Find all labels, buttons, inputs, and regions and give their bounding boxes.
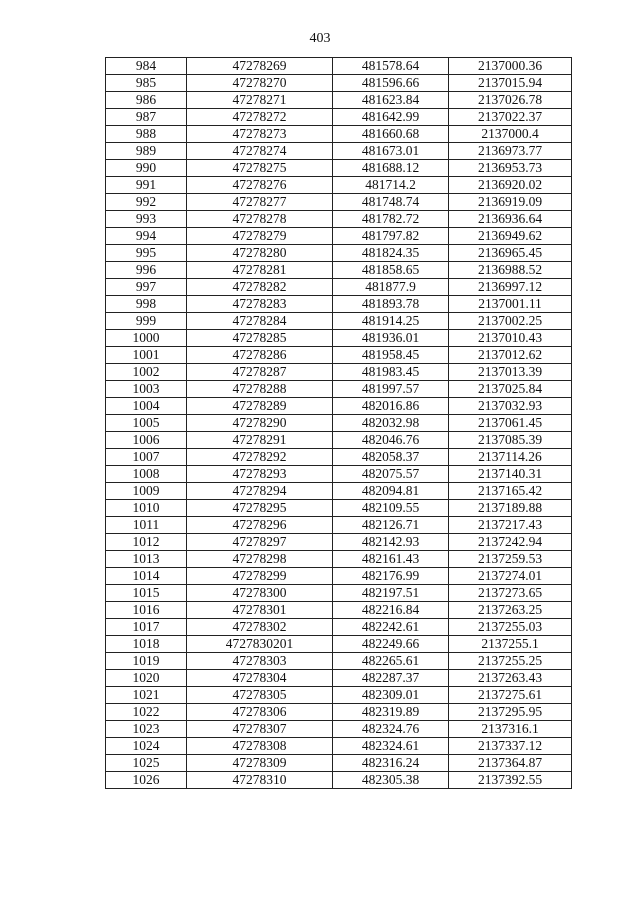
y-coordinate-cell: 2137114.26 (449, 449, 572, 466)
table-row (106, 568, 572, 585)
table-row (106, 143, 572, 160)
point-id-cell: 47278292 (187, 449, 333, 466)
table-row (106, 619, 572, 636)
table-row (106, 687, 572, 704)
table-row (106, 177, 572, 194)
y-coordinate-cell: 2137000.36 (449, 58, 572, 75)
y-coordinate-cell: 2136920.02 (449, 177, 572, 194)
table-row (106, 296, 572, 313)
y-coordinate-cell: 2137263.43 (449, 670, 572, 687)
table-row (106, 653, 572, 670)
x-coordinate-cell: 482176.99 (333, 568, 449, 585)
row-number-cell: 995 (106, 245, 187, 262)
table-row (106, 449, 572, 466)
row-number-cell: 997 (106, 279, 187, 296)
row-number-cell: 1009 (106, 483, 187, 500)
x-coordinate-cell: 482032.98 (333, 415, 449, 432)
x-coordinate-cell: 481936.01 (333, 330, 449, 347)
table-row (106, 636, 572, 653)
table-row (106, 517, 572, 534)
y-coordinate-cell: 2137000.4 (449, 126, 572, 143)
table-row (106, 466, 572, 483)
point-id-cell: 47278299 (187, 568, 333, 585)
x-coordinate-cell: 481877.9 (333, 279, 449, 296)
row-number-cell: 1007 (106, 449, 187, 466)
y-coordinate-cell: 2137140.31 (449, 466, 572, 483)
x-coordinate-cell: 482305.38 (333, 772, 449, 789)
table-row (106, 75, 572, 92)
x-coordinate-cell: 482197.51 (333, 585, 449, 602)
row-number-cell: 1010 (106, 500, 187, 517)
row-number-cell: 1003 (106, 381, 187, 398)
row-number-cell: 1000 (106, 330, 187, 347)
table-row (106, 670, 572, 687)
point-id-cell: 47278296 (187, 517, 333, 534)
x-coordinate-cell: 481623.84 (333, 92, 449, 109)
table-row (106, 534, 572, 551)
y-coordinate-cell: 2137217.43 (449, 517, 572, 534)
row-number-cell: 1002 (106, 364, 187, 381)
point-id-cell: 47278278 (187, 211, 333, 228)
row-number-cell: 1018 (106, 636, 187, 653)
table-row (106, 738, 572, 755)
point-id-cell: 47278303 (187, 653, 333, 670)
x-coordinate-cell: 482309.01 (333, 687, 449, 704)
row-number-cell: 990 (106, 160, 187, 177)
y-coordinate-cell: 2137026.78 (449, 92, 572, 109)
row-number-cell: 992 (106, 194, 187, 211)
point-id-cell: 47278281 (187, 262, 333, 279)
y-coordinate-cell: 2136949.62 (449, 228, 572, 245)
x-coordinate-cell: 482142.93 (333, 534, 449, 551)
row-number-cell: 1008 (106, 466, 187, 483)
x-coordinate-cell: 482242.61 (333, 619, 449, 636)
point-id-cell: 47278288 (187, 381, 333, 398)
y-coordinate-cell: 2137001.11 (449, 296, 572, 313)
y-coordinate-cell: 2137032.93 (449, 398, 572, 415)
table-row (106, 211, 572, 228)
row-number-cell: 994 (106, 228, 187, 245)
point-id-cell: 47278285 (187, 330, 333, 347)
y-coordinate-cell: 2137255.1 (449, 636, 572, 653)
x-coordinate-cell: 481688.12 (333, 160, 449, 177)
row-number-cell: 1026 (106, 772, 187, 789)
table-row (106, 194, 572, 211)
row-number-cell: 989 (106, 143, 187, 160)
x-coordinate-cell: 481893.78 (333, 296, 449, 313)
x-coordinate-cell: 481596.66 (333, 75, 449, 92)
table-row (106, 772, 572, 789)
table-row (106, 551, 572, 568)
x-coordinate-cell: 481824.35 (333, 245, 449, 262)
x-coordinate-cell: 482058.37 (333, 449, 449, 466)
point-id-cell: 47278300 (187, 585, 333, 602)
coordinates-table (105, 57, 572, 789)
point-id-cell: 47278310 (187, 772, 333, 789)
point-id-cell: 47278302 (187, 619, 333, 636)
row-number-cell: 1015 (106, 585, 187, 602)
x-coordinate-cell: 482216.84 (333, 602, 449, 619)
table-row (106, 262, 572, 279)
y-coordinate-cell: 2137255.25 (449, 653, 572, 670)
table-row (106, 347, 572, 364)
point-id-cell: 47278282 (187, 279, 333, 296)
row-number-cell: 987 (106, 109, 187, 126)
point-id-cell: 47278309 (187, 755, 333, 772)
point-id-cell: 47278308 (187, 738, 333, 755)
y-coordinate-cell: 2137242.94 (449, 534, 572, 551)
y-coordinate-cell: 2137259.53 (449, 551, 572, 568)
table-row (106, 585, 572, 602)
x-coordinate-cell: 482126.71 (333, 517, 449, 534)
point-id-cell: 47278274 (187, 143, 333, 160)
x-coordinate-cell: 482324.76 (333, 721, 449, 738)
point-id-cell: 47278276 (187, 177, 333, 194)
row-number-cell: 1014 (106, 568, 187, 585)
row-number-cell: 985 (106, 75, 187, 92)
table-row (106, 92, 572, 109)
row-number-cell: 996 (106, 262, 187, 279)
point-id-cell: 47278269 (187, 58, 333, 75)
row-number-cell: 1023 (106, 721, 187, 738)
x-coordinate-cell: 482075.57 (333, 466, 449, 483)
point-id-cell: 47278272 (187, 109, 333, 126)
point-id-cell: 47278291 (187, 432, 333, 449)
row-number-cell: 1001 (106, 347, 187, 364)
x-coordinate-cell: 481673.01 (333, 143, 449, 160)
point-id-cell: 47278279 (187, 228, 333, 245)
table-row (106, 483, 572, 500)
x-coordinate-cell: 481714.2 (333, 177, 449, 194)
point-id-cell: 47278273 (187, 126, 333, 143)
point-id-cell: 47278293 (187, 466, 333, 483)
y-coordinate-cell: 2137274.01 (449, 568, 572, 585)
x-coordinate-cell: 481748.74 (333, 194, 449, 211)
table-row (106, 398, 572, 415)
point-id-cell: 47278304 (187, 670, 333, 687)
point-id-cell: 47278301 (187, 602, 333, 619)
y-coordinate-cell: 2136965.45 (449, 245, 572, 262)
y-coordinate-cell: 2137364.87 (449, 755, 572, 772)
coordinates-table-body (106, 58, 572, 789)
row-number-cell: 999 (106, 313, 187, 330)
y-coordinate-cell: 2136973.77 (449, 143, 572, 160)
row-number-cell: 1019 (106, 653, 187, 670)
x-coordinate-cell: 481782.72 (333, 211, 449, 228)
y-coordinate-cell: 2137012.62 (449, 347, 572, 364)
row-number-cell: 1006 (106, 432, 187, 449)
point-id-cell: 47278307 (187, 721, 333, 738)
table-row (106, 279, 572, 296)
table-row (106, 126, 572, 143)
row-number-cell: 1011 (106, 517, 187, 534)
y-coordinate-cell: 2137295.95 (449, 704, 572, 721)
row-number-cell: 991 (106, 177, 187, 194)
point-id-cell: 47278284 (187, 313, 333, 330)
row-number-cell: 1022 (106, 704, 187, 721)
x-coordinate-cell: 482249.66 (333, 636, 449, 653)
x-coordinate-cell: 481958.45 (333, 347, 449, 364)
x-coordinate-cell: 481642.99 (333, 109, 449, 126)
table-row (106, 704, 572, 721)
point-id-cell: 47278287 (187, 364, 333, 381)
point-id-cell: 47278277 (187, 194, 333, 211)
point-id-cell: 47278271 (187, 92, 333, 109)
y-coordinate-cell: 2137085.39 (449, 432, 572, 449)
table-row (106, 755, 572, 772)
x-coordinate-cell: 481797.82 (333, 228, 449, 245)
x-coordinate-cell: 481983.45 (333, 364, 449, 381)
row-number-cell: 1025 (106, 755, 187, 772)
table-row (106, 160, 572, 177)
point-id-cell: 47278280 (187, 245, 333, 262)
y-coordinate-cell: 2137392.55 (449, 772, 572, 789)
y-coordinate-cell: 2137002.25 (449, 313, 572, 330)
table-row (106, 381, 572, 398)
x-coordinate-cell: 481660.68 (333, 126, 449, 143)
row-number-cell: 998 (106, 296, 187, 313)
row-number-cell: 1024 (106, 738, 187, 755)
x-coordinate-cell: 482016.86 (333, 398, 449, 415)
point-id-cell: 47278305 (187, 687, 333, 704)
table-row (106, 330, 572, 347)
table-row (106, 500, 572, 517)
point-id-cell: 47278294 (187, 483, 333, 500)
y-coordinate-cell: 2137316.1 (449, 721, 572, 738)
x-coordinate-cell: 482109.55 (333, 500, 449, 517)
y-coordinate-cell: 2137255.03 (449, 619, 572, 636)
point-id-cell: 47278289 (187, 398, 333, 415)
x-coordinate-cell: 481914.25 (333, 313, 449, 330)
y-coordinate-cell: 2137165.42 (449, 483, 572, 500)
x-coordinate-cell: 482094.81 (333, 483, 449, 500)
table-row (106, 228, 572, 245)
row-number-cell: 1021 (106, 687, 187, 704)
row-number-cell: 1020 (106, 670, 187, 687)
table-row (106, 602, 572, 619)
x-coordinate-cell: 481997.57 (333, 381, 449, 398)
row-number-cell: 1012 (106, 534, 187, 551)
point-id-cell: 47278295 (187, 500, 333, 517)
y-coordinate-cell: 2137025.84 (449, 381, 572, 398)
page-number: 403 (309, 31, 331, 46)
y-coordinate-cell: 2137022.37 (449, 109, 572, 126)
table-row (106, 415, 572, 432)
row-number-cell: 1004 (106, 398, 187, 415)
x-coordinate-cell: 482316.24 (333, 755, 449, 772)
point-id-cell: 47278283 (187, 296, 333, 313)
x-coordinate-cell: 481578.64 (333, 58, 449, 75)
table-row (106, 58, 572, 75)
row-number-cell: 986 (106, 92, 187, 109)
table-row (106, 364, 572, 381)
table-row (106, 313, 572, 330)
x-coordinate-cell: 482287.37 (333, 670, 449, 687)
y-coordinate-cell: 2137013.39 (449, 364, 572, 381)
y-coordinate-cell: 2137337.12 (449, 738, 572, 755)
point-id-cell: 4727830201 (187, 636, 333, 653)
table-row (106, 109, 572, 126)
y-coordinate-cell: 2137275.61 (449, 687, 572, 704)
row-number-cell: 1013 (106, 551, 187, 568)
x-coordinate-cell: 482161.43 (333, 551, 449, 568)
row-number-cell: 993 (106, 211, 187, 228)
y-coordinate-cell: 2136997.12 (449, 279, 572, 296)
y-coordinate-cell: 2137061.45 (449, 415, 572, 432)
row-number-cell: 1016 (106, 602, 187, 619)
x-coordinate-cell: 481858.65 (333, 262, 449, 279)
y-coordinate-cell: 2137273.65 (449, 585, 572, 602)
table-row (106, 245, 572, 262)
y-coordinate-cell: 2137189.88 (449, 500, 572, 517)
point-id-cell: 47278275 (187, 160, 333, 177)
point-id-cell: 47278298 (187, 551, 333, 568)
row-number-cell: 984 (106, 58, 187, 75)
x-coordinate-cell: 482324.61 (333, 738, 449, 755)
point-id-cell: 47278306 (187, 704, 333, 721)
y-coordinate-cell: 2136953.73 (449, 160, 572, 177)
x-coordinate-cell: 482046.76 (333, 432, 449, 449)
y-coordinate-cell: 2136919.09 (449, 194, 572, 211)
y-coordinate-cell: 2137010.43 (449, 330, 572, 347)
row-number-cell: 1005 (106, 415, 187, 432)
y-coordinate-cell: 2137015.94 (449, 75, 572, 92)
row-number-cell: 1017 (106, 619, 187, 636)
point-id-cell: 47278290 (187, 415, 333, 432)
point-id-cell: 47278286 (187, 347, 333, 364)
table-row (106, 432, 572, 449)
x-coordinate-cell: 482319.89 (333, 704, 449, 721)
row-number-cell: 988 (106, 126, 187, 143)
y-coordinate-cell: 2136988.52 (449, 262, 572, 279)
y-coordinate-cell: 2136936.64 (449, 211, 572, 228)
y-coordinate-cell: 2137263.25 (449, 602, 572, 619)
x-coordinate-cell: 482265.61 (333, 653, 449, 670)
point-id-cell: 47278270 (187, 75, 333, 92)
point-id-cell: 47278297 (187, 534, 333, 551)
table-row (106, 721, 572, 738)
